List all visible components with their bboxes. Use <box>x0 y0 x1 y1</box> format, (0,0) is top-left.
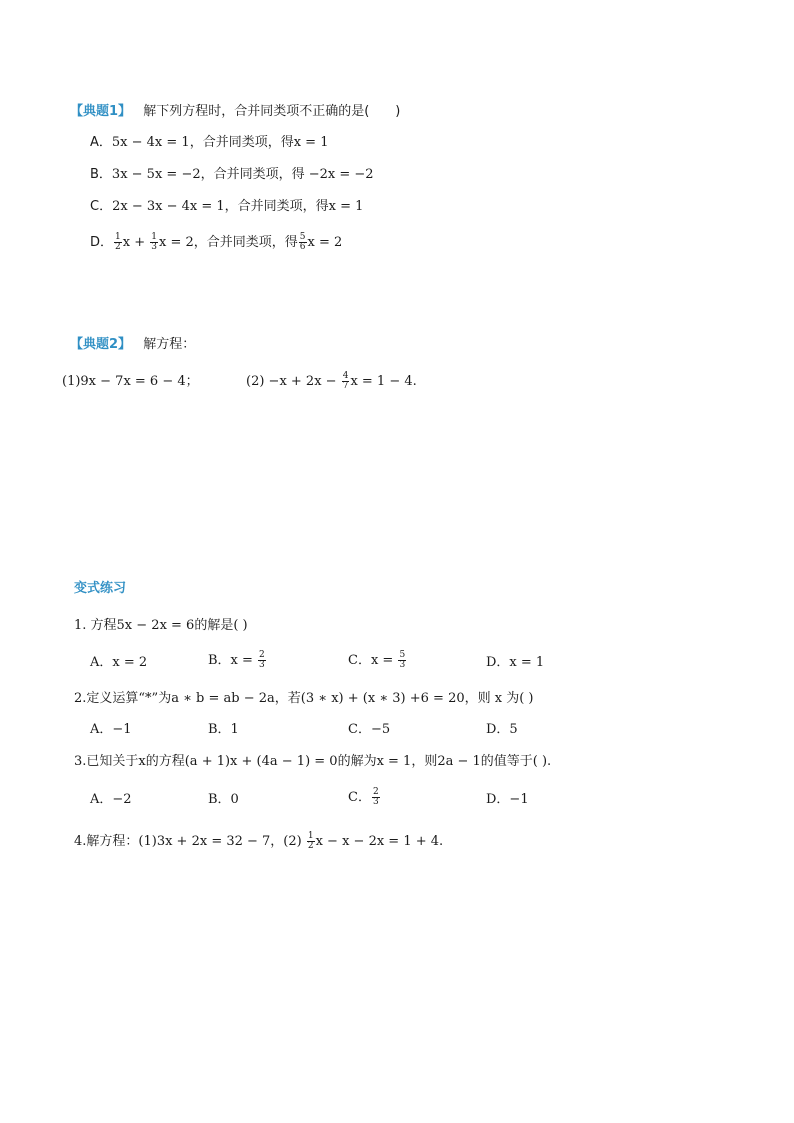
example-2-stem: 解方程： <box>143 337 196 352</box>
example-1-heading <box>70 103 400 121</box>
question-4: 4.解方程：(1)3x + 2x = 32 − 7，(2) $\frac{1}{2}$ x − x − 2x = 1 + 4. <box>74 831 444 851</box>
question-1-option-d: D．x = 1 <box>486 655 545 670</box>
fraction: $\frac{2}{3}$ <box>259 650 265 670</box>
example-1-option-a: A．5x − 4x = 1，合并同类项，得x = 1 <box>90 135 329 150</box>
fraction: $\frac{5}{6}$ <box>299 232 306 252</box>
example-1-tag: 【典题1】 <box>70 104 132 119</box>
example-1-option-c: C．2x − 3x − 4x = 1，合并同类项，得x = 1 <box>90 199 364 214</box>
example-2-part-1: (1)9x − 7x = 6 − 4； <box>62 374 199 389</box>
question-1-option-a: A．x = 2 <box>90 655 148 670</box>
question-1-option-b: B．x = $\frac{2}{3}$ <box>208 650 265 670</box>
fraction: $\frac{4}{7}$ <box>342 371 349 391</box>
question-3-option-a: A．−2 <box>90 792 132 807</box>
example-1-stem: 解下列方程时，合并同类项不正确的是( ) <box>143 104 401 119</box>
example-1-option-b: B．3x − 5x = −2，合并同类项，得 −2x = −2 <box>90 167 374 182</box>
fraction: $\frac{2}{3}$ <box>372 787 379 807</box>
practice-title: 变式练习 <box>74 581 127 596</box>
question-3-option-b: B．0 <box>208 792 239 807</box>
example-2-part-2: (2) −x + 2x − $\frac{4}{7}$ x = 1 − 4. <box>246 371 417 391</box>
question-1-stem: 1. 方程5x − 2x = 6的解是( ) <box>74 618 248 633</box>
fraction: $\frac{5}{3}$ <box>399 650 406 670</box>
question-2-stem: 2.定义运算“*”为a ∗ b = ab − 2a，若(3 ∗ x) + (x ∗ 3) +6 = 20，则 x 为( ) <box>74 691 534 706</box>
question-2-option-b: B．1 <box>208 722 239 737</box>
fraction: $\frac{1}{2}$ <box>307 831 314 851</box>
question-1-option-c: C．x = $\frac{5}{3}$ <box>348 650 406 670</box>
example-2-heading <box>70 336 195 354</box>
question-3-option-d: D．−1 <box>486 792 529 807</box>
example-1-option-d: D． $\frac{1}{2}$ x + $\frac{1}{3}$ x = 2，合并同类项，得 $\frac{5}{6}$ x = 2 <box>90 232 343 252</box>
question-2-option-a: A．−1 <box>90 722 132 737</box>
example-2-tag: 【典题2】 <box>70 337 132 352</box>
question-2-option-c: C．−5 <box>348 722 391 737</box>
fraction: $\frac{1}{2}$ <box>115 232 121 252</box>
fraction: $\frac{1}{3}$ <box>151 232 157 252</box>
question-3-option-c: C． $\frac{2}{3}$ <box>348 787 379 807</box>
question-2-option-d: D．5 <box>486 722 518 737</box>
question-3-stem: 3.已知关于x的方程(a + 1)x + (4a − 1) = 0的解为x = 1，则2a − 1的值等于( ). <box>74 754 552 769</box>
